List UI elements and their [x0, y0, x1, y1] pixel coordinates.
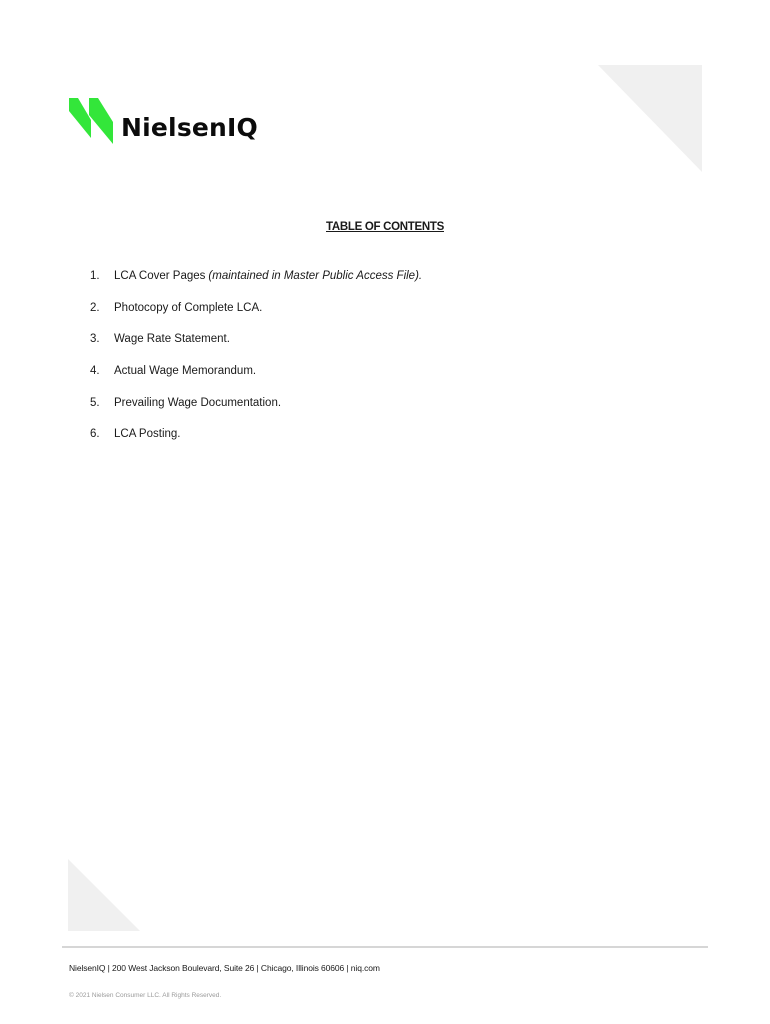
- toc-item-text: LCA Posting.: [114, 428, 181, 441]
- toc-item-note: (maintained in Master Public Access File).: [208, 270, 423, 282]
- nielseniq-logo: [69, 95, 258, 147]
- toc-list: [90, 268, 422, 458]
- corner-triangle-decoration-bottom: [68, 859, 140, 931]
- toc-item-text: LCA Cover Pages: [114, 270, 206, 282]
- logo-wordmark: NielsenIQ: [121, 112, 259, 142]
- toc-item: [90, 426, 422, 458]
- toc-item-text: Wage Rate Statement.: [114, 333, 230, 346]
- toc-item-text: Actual Wage Memorandum.: [114, 365, 257, 378]
- toc-item-number: 2.: [90, 301, 100, 314]
- toc-item: [90, 331, 422, 363]
- toc-item-number: 5.: [90, 396, 100, 409]
- corner-triangle-decoration: [598, 65, 702, 172]
- toc-item-text: Photocopy of Complete LCA.: [114, 301, 263, 314]
- toc-item-number: 3.: [90, 333, 100, 346]
- toc-item: [90, 268, 422, 300]
- footer-copyright: © 2021 Nielsen Consumer LLC. All Rights Reserved.: [69, 992, 222, 999]
- toc-item-number: 1.: [90, 270, 100, 282]
- toc-item-text: Prevailing Wage Documentation.: [114, 396, 282, 409]
- footer-address: NielsenIQ | 200 West Jackson Boulevard, Suite 26 | Chicago, Illinois 60606 | niq.com: [69, 963, 380, 973]
- toc-item: [90, 363, 422, 395]
- toc-title: TABLE OF CONTENTS: [326, 221, 444, 233]
- toc-item: [90, 395, 422, 427]
- footer-divider: [62, 946, 708, 948]
- toc-item-number: 6.: [90, 428, 100, 441]
- toc-item-number: 4.: [90, 365, 100, 378]
- toc-item: [90, 300, 422, 332]
- nielseniq-logo-icon: [69, 98, 115, 144]
